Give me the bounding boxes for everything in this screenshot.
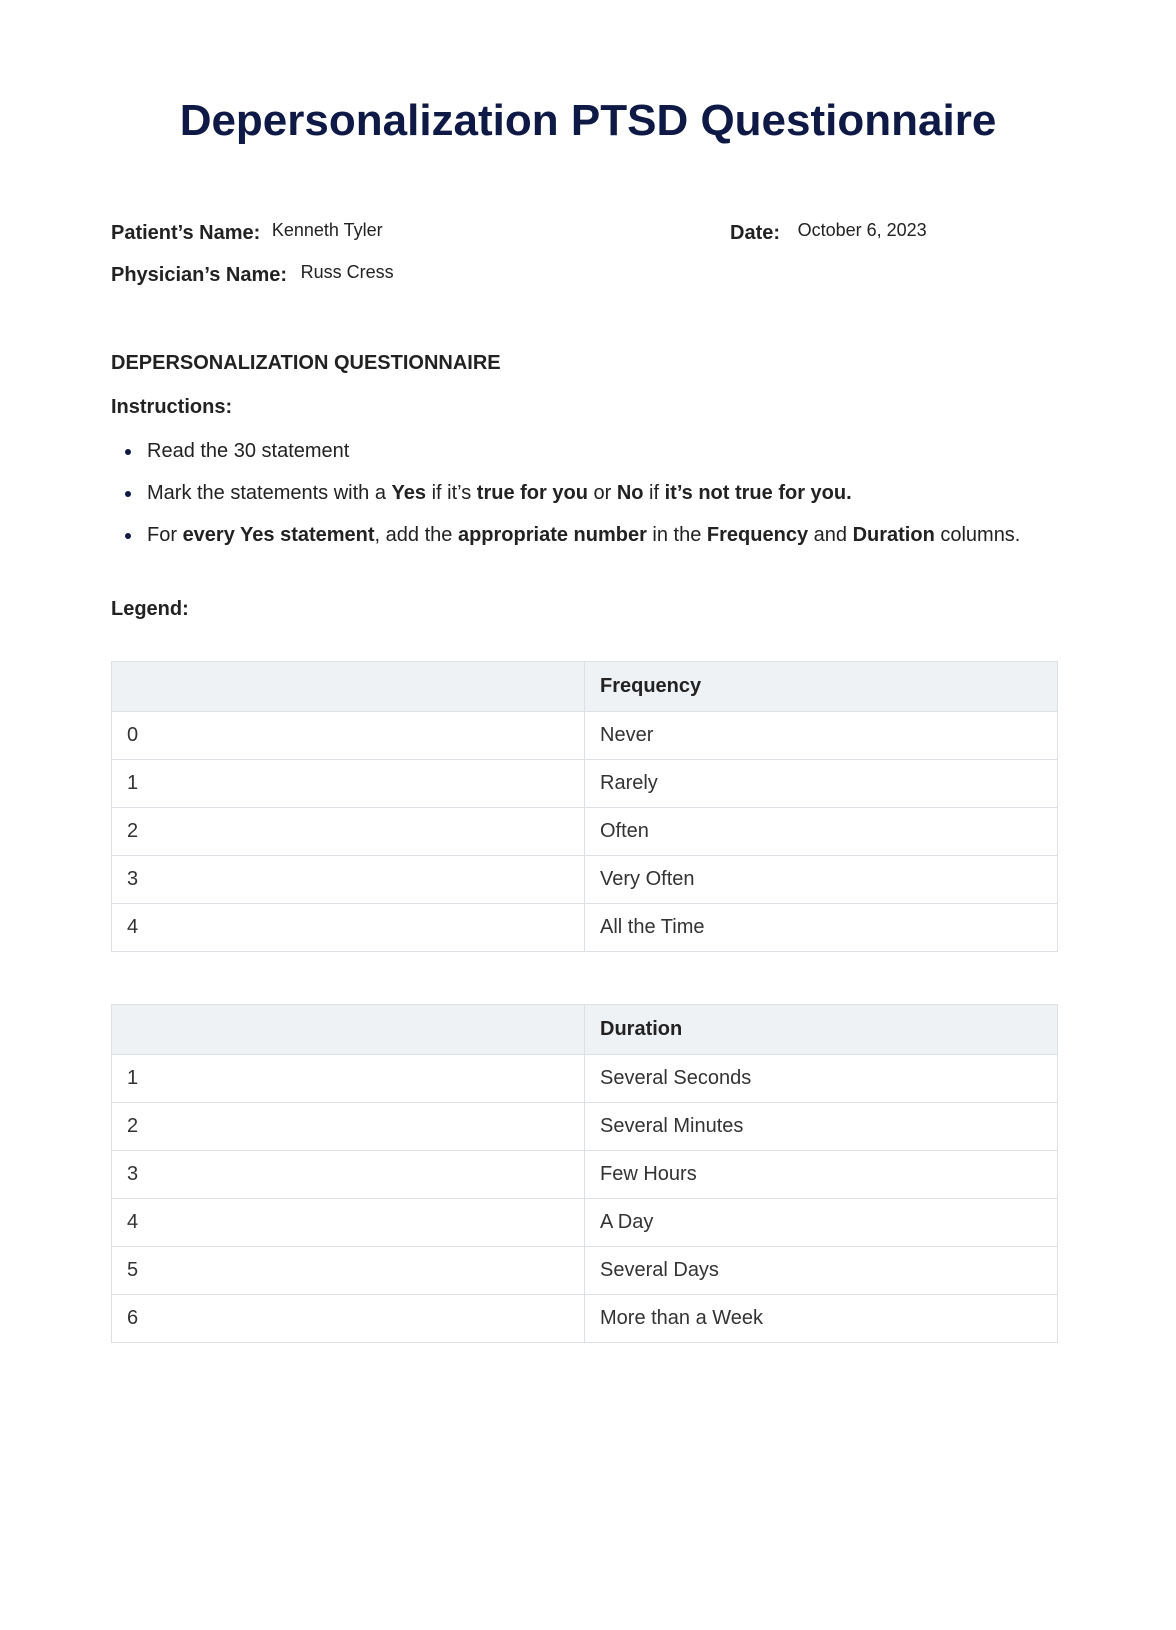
table-row [112, 1199, 1058, 1247]
instruction-emphasis: appropriate number [457, 524, 647, 546]
instruction-item [111, 524, 1071, 547]
instruction-item [111, 440, 1071, 463]
table-row [112, 808, 1058, 856]
bullet-icon [125, 533, 131, 539]
table-cell: 3 [112, 856, 585, 904]
table-row [112, 1247, 1058, 1295]
patient-name-field [111, 222, 383, 245]
table-cell: 2 [112, 808, 585, 856]
instruction-text: Mark the statements with a [147, 482, 392, 504]
table-header-cell [112, 1005, 585, 1055]
instructions-list [111, 440, 1071, 566]
patient-name-value: Kenneth Tyler [271, 220, 383, 240]
instruction-emphasis: No [616, 482, 644, 504]
table-row [112, 904, 1058, 952]
table-cell: 5 [112, 1247, 585, 1295]
date-value: October 6, 2023 [797, 220, 927, 240]
instruction-text: For [147, 524, 183, 546]
table-cell: 0 [112, 712, 585, 760]
table-cell: 1 [112, 760, 585, 808]
table-header-row [112, 662, 1058, 712]
table-cell: 6 [112, 1295, 585, 1343]
instruction-emphasis: Frequency [706, 524, 809, 546]
bullet-icon [125, 491, 131, 497]
table-row [112, 856, 1058, 904]
table-cell: Never [585, 712, 1058, 760]
table-cell: Rarely [585, 760, 1058, 808]
table-row [112, 1103, 1058, 1151]
table-cell: 3 [112, 1151, 585, 1199]
table-row [112, 760, 1058, 808]
table-cell: Several Minutes [585, 1103, 1058, 1151]
table-cell: 2 [112, 1103, 585, 1151]
instruction-emphasis: Yes [391, 482, 427, 504]
table-row [112, 1295, 1058, 1343]
table-header-row [112, 1005, 1058, 1055]
physician-name-field [111, 264, 394, 287]
table-row [112, 1151, 1058, 1199]
physician-name-value: Russ Cress [300, 262, 394, 282]
instruction-text: or [587, 482, 617, 504]
legend-heading: Legend: [111, 598, 189, 620]
physician-name-label: Physician’s Name: [111, 264, 288, 286]
table-cell: More than a Week [585, 1295, 1058, 1343]
table-header-cell [112, 662, 585, 712]
table-cell: Several Days [585, 1247, 1058, 1295]
bullet-icon [125, 449, 131, 455]
table-cell: 4 [112, 904, 585, 952]
table-cell: Several Seconds [585, 1055, 1058, 1103]
instruction-text: columns. [934, 524, 1021, 546]
table-header-cell: Duration [585, 1005, 1058, 1055]
table-cell: All the Time [585, 904, 1058, 952]
section-heading: DEPERSONALIZATION QUESTIONNAIRE [111, 352, 501, 374]
instruction-text: and [808, 524, 853, 546]
table-cell: 4 [112, 1199, 585, 1247]
table-row [112, 1055, 1058, 1103]
instruction-text: if [643, 482, 665, 504]
instruction-emphasis: Duration [852, 524, 935, 546]
instructions-heading: Instructions: [111, 396, 233, 418]
instruction-emphasis: every Yes statement [182, 524, 375, 546]
instruction-emphasis: it’s not true for you. [664, 482, 852, 504]
table-row [112, 712, 1058, 760]
instruction-item [111, 482, 1071, 505]
table-cell: Often [585, 808, 1058, 856]
instruction-text: in the [646, 524, 707, 546]
date-label: Date: [730, 222, 781, 244]
instruction-emphasis: true for you [476, 482, 588, 504]
table-header-cell: Frequency [585, 662, 1058, 712]
instruction-text: , add the [374, 524, 458, 546]
table-cell: 1 [112, 1055, 585, 1103]
instruction-text: if it’s [426, 482, 477, 504]
frequency-table [111, 661, 1058, 952]
instruction-text: Read the 30 statement [147, 440, 350, 462]
page-title: Depersonalization PTSD Questionnaire [179, 96, 997, 145]
patient-name-label: Patient’s Name: [111, 222, 261, 244]
table-cell: A Day [585, 1199, 1058, 1247]
duration-table [111, 1004, 1058, 1343]
table-cell: Very Often [585, 856, 1058, 904]
table-cell: Few Hours [585, 1151, 1058, 1199]
date-field [730, 222, 927, 245]
